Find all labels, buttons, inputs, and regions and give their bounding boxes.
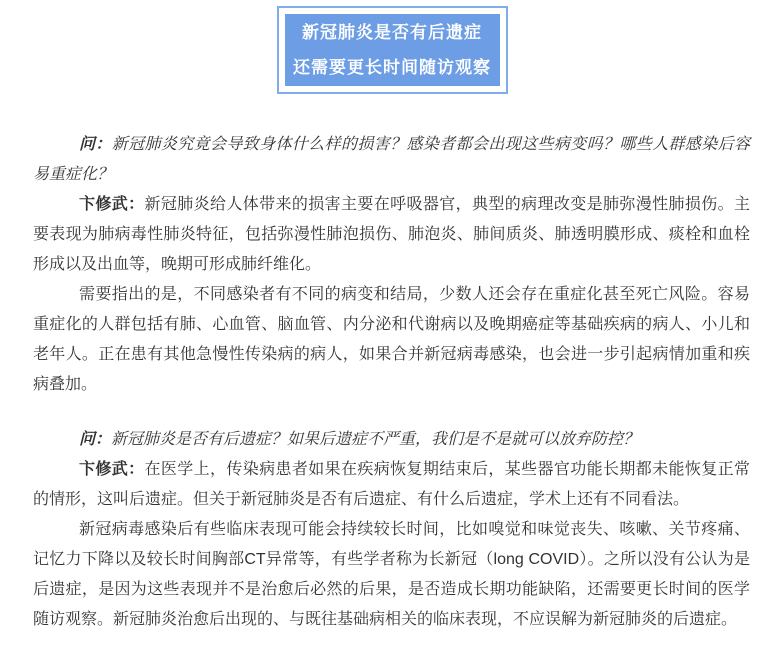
answer-text: 在医学上，传染病患者如果在疾病恢复期结束后，某些器官功能长期都未能恢复正常的情形，这叫后遗症。但关于新冠肺炎是否有后遗症、有什么后遗症，学术上还有不同看法。: [33, 461, 750, 508]
banner-title-line1: 新冠肺炎是否有后遗症: [302, 23, 482, 42]
answer-2-paragraph-2: [33, 515, 750, 635]
speaker-name: 卞修武：: [79, 461, 145, 478]
article-body: [0, 130, 784, 635]
answer-text: 新冠肺炎给人体带来的损害主要在呼吸器官，典型的病理改变是肺弥漫性肺损伤。主要表现为肺病毒性肺炎特征，包括弥漫性肺泡损伤、肺泡炎、肺间质炎、肺透明膜形成、痰栓和血栓形成以及出血等，晚期可形成肺纤维化。: [33, 196, 750, 273]
banner-title-line2: 还需要更长时间随访观察: [293, 58, 491, 77]
title-banner: [277, 6, 508, 94]
question-label: 问：: [79, 431, 112, 448]
answer-text: 需要指出的是，不同感染者有不同的病变和结局，少数人还会存在重症化甚至死亡风险。容易重症化的人群包括有肺、心血管、脑血管、内分泌和代谢病以及晚期癌症等基础疾病的病人、小儿和老年人。正在患有其他急慢性传染病的病人，如果合并新冠病毒感染，也会进一步引起病情加重和疾病叠加。: [33, 286, 750, 393]
question-2-paragraph: [33, 425, 750, 455]
answer-1-paragraph-2: [33, 280, 750, 400]
question-label: 问：: [79, 136, 112, 153]
answer-2-paragraph-1: [33, 455, 750, 515]
speaker-name: 卞修武：: [79, 196, 145, 213]
question-1-paragraph: [33, 130, 750, 190]
title-banner-fill: [285, 14, 500, 86]
answer-text: 新冠病毒感染后有些临床表现可能会持续较长时间，比如嗅觉和味觉丧失、咳嗽、关节疼痛、记忆力下降以及较长时间胸部CT异常等，有些学者称为长新冠（long COVID）。之所以没有公认为是后遗症，是因为这些表现并不是治愈后必然的后果，是否造成长期功能缺陷，还需要更长时间的医学随访观察。新冠肺炎治愈后出现的、与既往基础病相关的临床表现，不应误解为新冠肺炎的后遗症。: [33, 521, 750, 628]
answer-1-paragraph-1: [33, 190, 750, 280]
question-text: 新冠肺炎究竟会导致身体什么样的损害？感染者都会出现这些病变吗？哪些人群感染后容易重症化？: [33, 136, 750, 183]
question-text: 新冠肺炎是否有后遗症？如果后遗症不严重，我们是不是就可以放弃防控？: [111, 431, 640, 448]
